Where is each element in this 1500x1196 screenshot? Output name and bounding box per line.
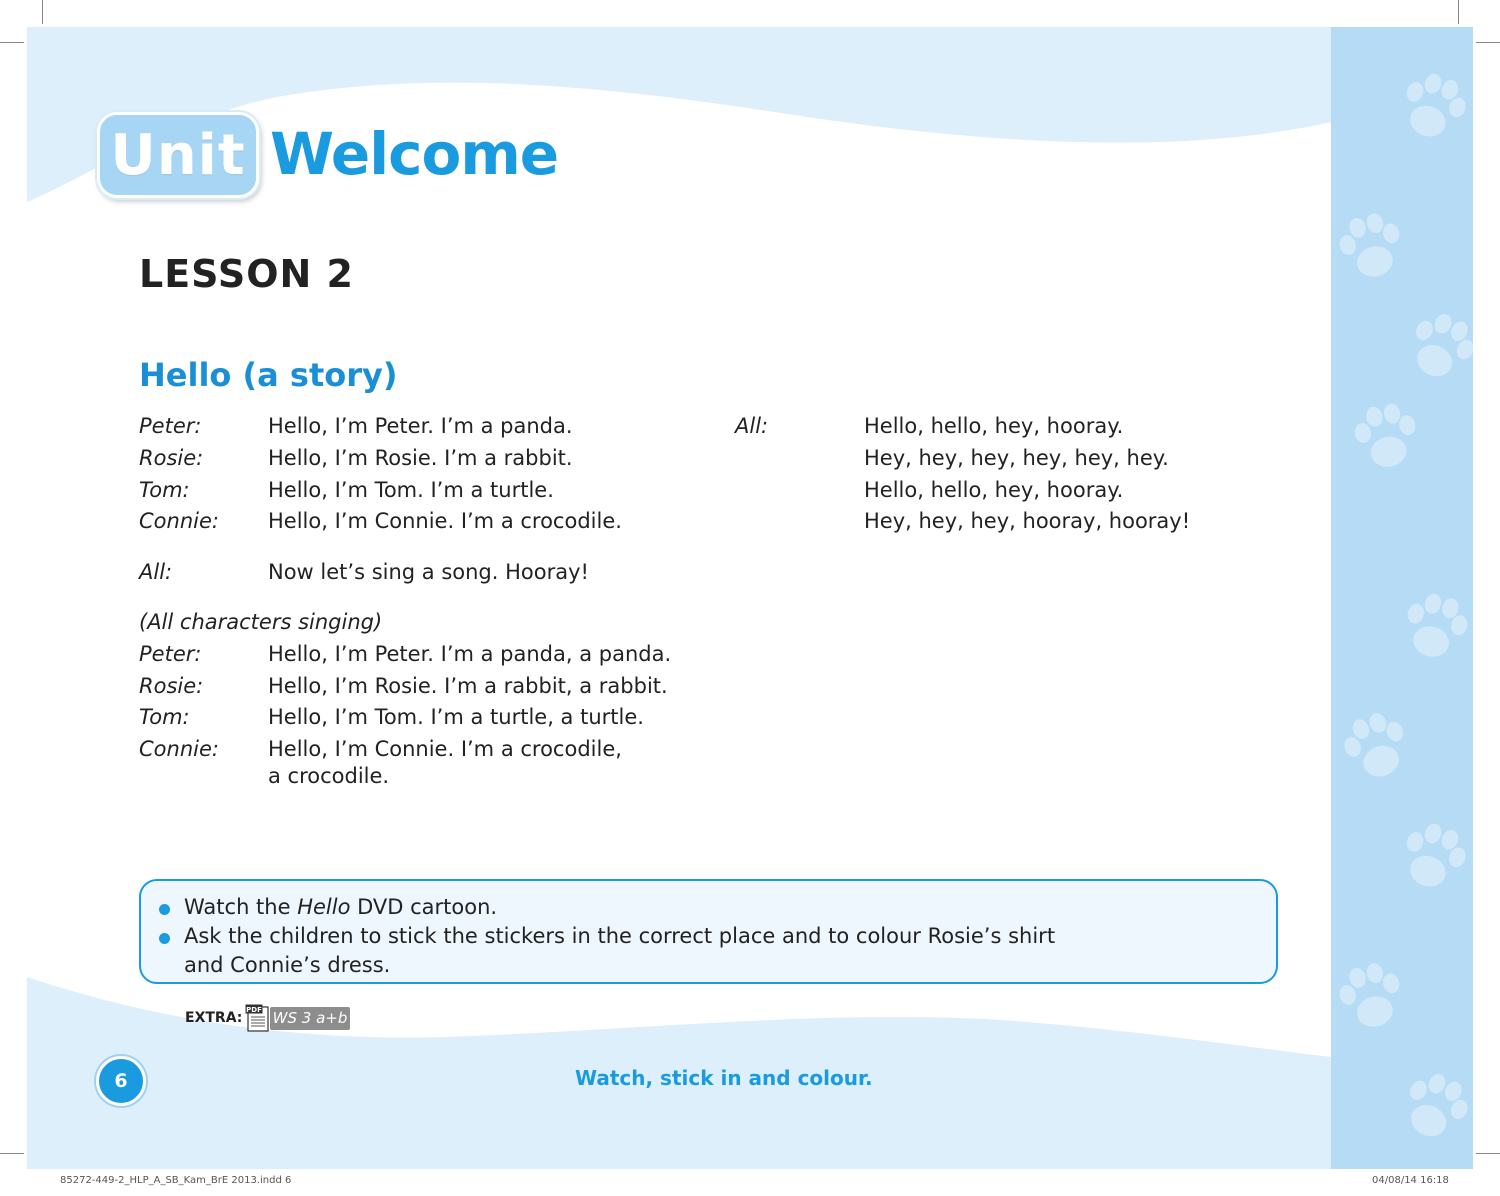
teacher-notes-box xyxy=(139,879,1278,984)
paw-print-icon xyxy=(1386,578,1473,676)
paw-print-icon xyxy=(1340,391,1433,484)
dialogue-line: Hello, I’m Connie. I’m a crocodile. xyxy=(268,509,622,533)
speaker-label: Peter: xyxy=(139,414,202,438)
paw-print-icon xyxy=(1331,198,1420,296)
crop-mark xyxy=(0,42,24,43)
chorus-line: Hey, hey, hey, hey, hey, hey. xyxy=(864,446,1169,470)
speaker-label: All: xyxy=(735,414,769,438)
dialogue-line: Hello, I’m Rosie. I’m a rabbit. xyxy=(268,446,573,470)
crop-mark xyxy=(1476,42,1500,43)
speaker-label: Rosie: xyxy=(139,446,204,470)
speaker-label: Peter: xyxy=(139,642,202,666)
dialogue-line: Hello, I’m Connie. I’m a crocodile, xyxy=(268,737,622,761)
paw-print-icon xyxy=(1388,294,1473,400)
note-item: Ask the children to stick the stickers in the correct place and to colour Rosie’s shirt xyxy=(184,924,1056,948)
bullet-icon xyxy=(159,933,170,944)
dialogue-line: Hello, I’m Peter. I’m a panda. xyxy=(268,414,573,438)
pdf-document-icon[interactable] xyxy=(245,1004,271,1032)
note-text: DVD cartoon. xyxy=(350,895,498,919)
note-item-continuation: and Connie’s dress. xyxy=(184,953,391,977)
page xyxy=(27,27,1473,1169)
dialogue-line: Hello, I’m Tom. I’m a turtle, a turtle. xyxy=(268,705,644,729)
worksheet-link[interactable]: WS 3 a+b xyxy=(270,1007,350,1030)
dialogue-line: Hello, I’m Tom. I’m a turtle. xyxy=(268,478,554,502)
dialogue-line: Hello, I’m Peter. I’m a panda, a panda. xyxy=(268,642,672,666)
crop-mark xyxy=(1458,0,1459,24)
speaker-label: Connie: xyxy=(139,737,219,761)
speaker-label: Tom: xyxy=(139,705,190,729)
paw-print-icon xyxy=(1382,806,1473,909)
unit-title: Welcome xyxy=(270,120,559,188)
paw-print-icon xyxy=(1382,1054,1473,1160)
note-text: Watch the xyxy=(184,895,298,919)
crop-mark xyxy=(1476,1153,1500,1154)
footer-instruction: Watch, stick in and colour. xyxy=(575,1066,873,1090)
chorus-line: Hello, hello, hey, hooray. xyxy=(864,414,1124,438)
chorus-line: Hey, hey, hey, hooray, hooray! xyxy=(864,509,1191,533)
unit-label: Unit xyxy=(110,122,246,188)
dialogue-line: Now let’s sing a song. Hooray! xyxy=(268,560,589,584)
note-italic-title: Hello xyxy=(297,895,351,919)
wave-background xyxy=(27,27,1331,1169)
speaker-label: Connie: xyxy=(139,509,219,533)
note-item xyxy=(184,895,497,919)
speaker-label: All: xyxy=(139,560,173,584)
extra-label: EXTRA: xyxy=(185,1010,243,1026)
chorus-line: Hello, hello, hey, hooray. xyxy=(864,478,1124,502)
decorative-side-strip xyxy=(1331,27,1473,1169)
lesson-heading: LESSON 2 xyxy=(139,252,354,296)
page-number: 6 xyxy=(96,1056,146,1106)
stage-direction: (All characters singing) xyxy=(139,610,383,634)
print-slug-file: 85272-449-2_HLP_A_SB_Kam_BrE 2013.indd 6 xyxy=(60,1175,292,1186)
speaker-label: Tom: xyxy=(139,478,190,502)
paw-print-icon xyxy=(1382,56,1473,159)
speaker-label: Rosie: xyxy=(139,674,204,698)
story-title: Hello (a story) xyxy=(139,356,398,394)
crop-mark xyxy=(0,1153,24,1154)
dialogue-line-continuation: a crocodile. xyxy=(268,764,390,788)
unit-badge xyxy=(97,112,259,198)
paw-print-icon xyxy=(1331,696,1427,799)
bullet-icon xyxy=(159,904,170,915)
crop-mark xyxy=(42,0,43,24)
pdf-icon-label: PDF xyxy=(246,1006,262,1014)
paw-print-icon xyxy=(1331,948,1420,1046)
dialogue-line: Hello, I’m Rosie. I’m a rabbit, a rabbit. xyxy=(268,674,668,698)
print-slug-date: 04/08/14 16:18 xyxy=(1372,1175,1449,1186)
